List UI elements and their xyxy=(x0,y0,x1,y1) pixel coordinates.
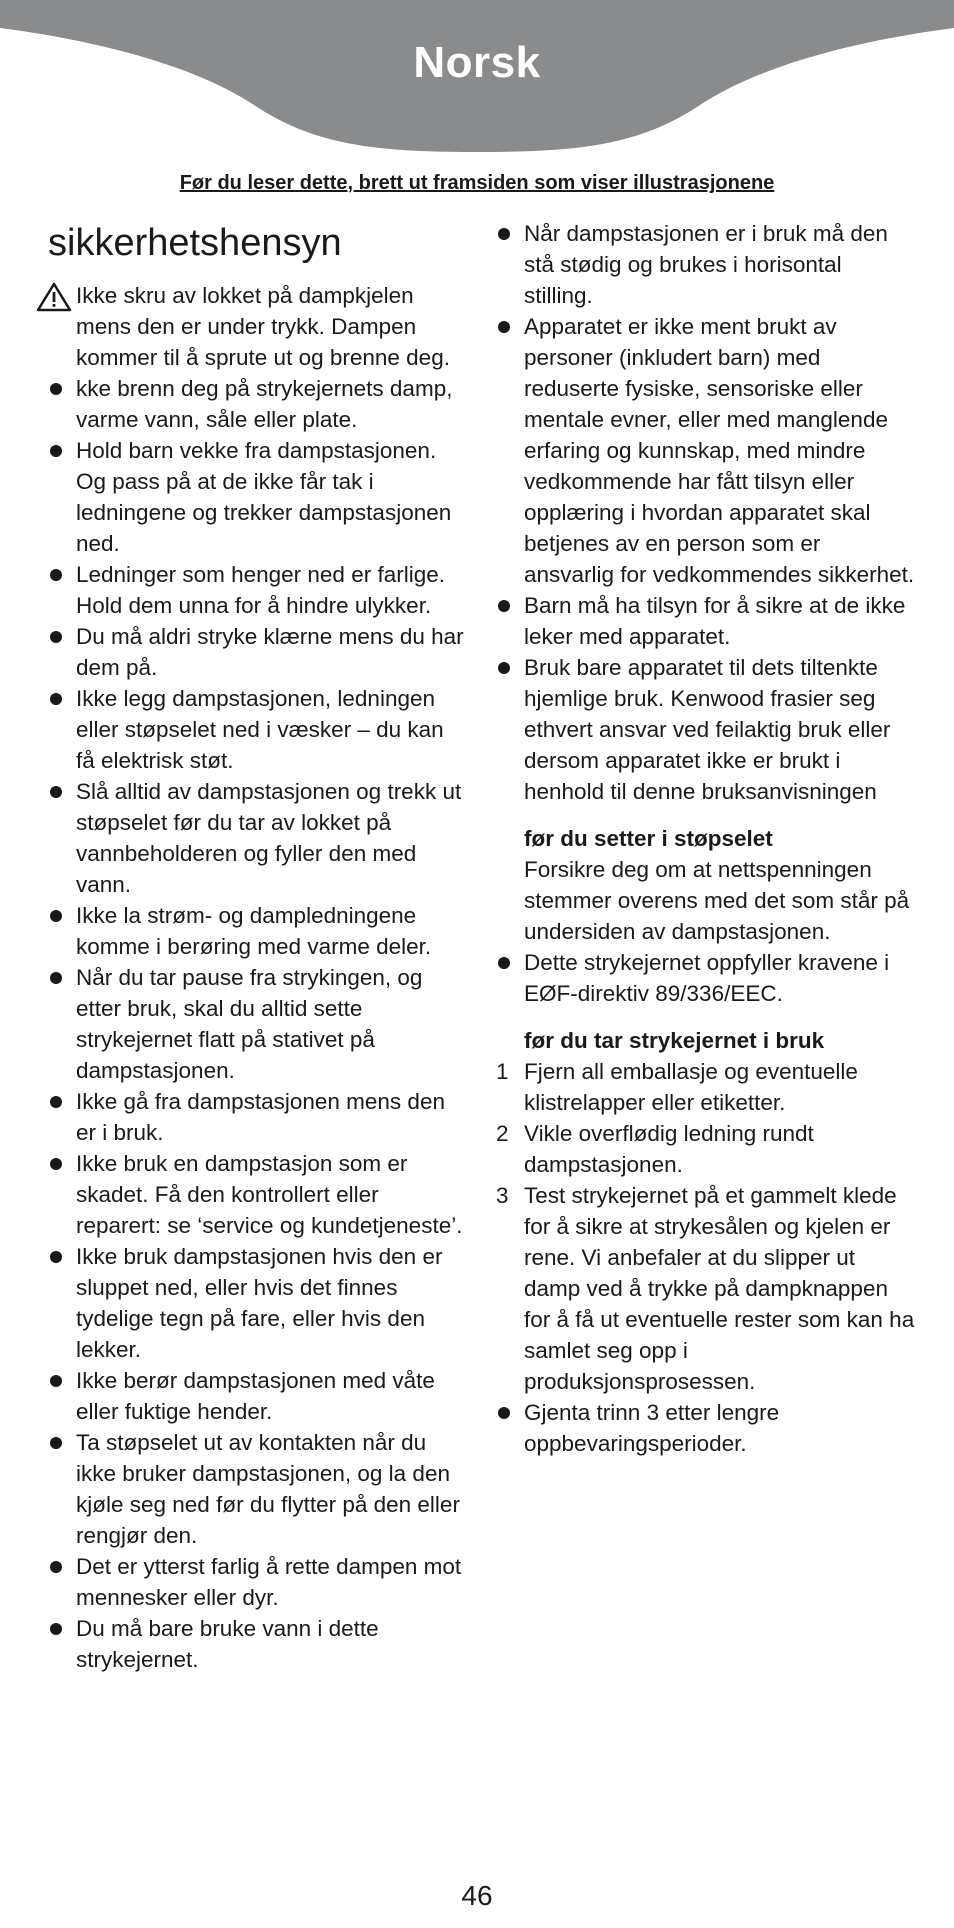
header-banner xyxy=(0,0,954,160)
final-text: Gjenta trinn 3 etter lengre oppbevaringsperioder. xyxy=(524,1400,780,1456)
list-item xyxy=(48,1427,468,1551)
bullet-icon xyxy=(498,600,510,612)
left-column xyxy=(48,212,468,1675)
left-bullet-list xyxy=(48,373,468,1675)
list-item-text: Apparatet er ikke ment brukt av personer (inkludert barn) med reduserte fysiske, sensoriske eller mentale evner, eller med manglende erfaring og kunnskap, med mindre vedkommende har fått tilsyn eller opplæring i hvordan apparatet skal betjenes av en person som er ansvarlig for vedkommendes sikkerhet. xyxy=(524,314,915,587)
bullet-icon xyxy=(50,383,62,395)
bullet-icon xyxy=(498,957,510,969)
list-item xyxy=(48,962,468,1086)
bullet-icon xyxy=(50,1158,62,1170)
list-item xyxy=(48,1551,468,1613)
step-text: Vikle overflødig ledning rundt dampstasjonen. xyxy=(524,1121,814,1177)
step-number: 2 xyxy=(496,1121,509,1146)
bullet-icon xyxy=(50,910,62,922)
step-text: Test strykejernet på et gammelt klede for å sikre at strykesålen og kjelen er rene. Vi anbefaler at du slipper ut damp ved å trykke på dampknappen for å få ut eventuelle rester som kan ha samlet seg opp i produksjonsprosessen. xyxy=(524,1183,915,1394)
list-item-text: Når du tar pause fra strykingen, og etter bruk, skal du alltid sette strykejernet flatt på stativet på dampstasjonen. xyxy=(76,965,423,1083)
bullet-icon xyxy=(50,693,62,705)
list-item xyxy=(48,559,468,621)
plug-text: Forsikre deg om at nettspenningen stemmer overens med det som står på undersiden av dampstasjonen. xyxy=(524,857,910,944)
warning-text: Ikke skru av lokket på dampkjelen mens den er under trykk. Dampen kommer til å sprute ut og brenne deg. xyxy=(76,283,450,370)
list-item-text: Du må aldri stryke klærne mens du har dem på. xyxy=(76,624,464,680)
list-item-text: Ikke gå fra dampstasjonen mens den er i bruk. xyxy=(76,1089,445,1145)
bullet-icon xyxy=(50,1561,62,1573)
list-item-text: Ikke legg dampstasjonen, ledningen eller støpselet ned i væsker – du kan få elektrisk støt. xyxy=(76,686,444,773)
list-item-text: Ikke bruk en dampstasjon som er skadet. Få den kontrollert eller reparert: se ‘service og kundetjeneste’. xyxy=(76,1151,463,1238)
bullet-icon xyxy=(50,569,62,581)
list-item-text: Barn må ha tilsyn for å sikre at de ikke leker med apparatet. xyxy=(524,593,906,649)
list-item-text: kke brenn deg på strykejernets damp, varme vann, såle eller plate. xyxy=(76,376,453,432)
list-item xyxy=(48,1365,468,1427)
right-column xyxy=(496,218,916,1459)
list-item-text: Slå alltid av dampstasjonen og trekk ut støpselet før du tar av lokket på vannbeholderen og fyller den med vann. xyxy=(76,779,462,897)
foldout-notice: Før du leser dette, brett ut framsiden som viser illustrasjonene xyxy=(179,172,775,194)
bullet-icon xyxy=(498,228,510,240)
numbered-step xyxy=(496,1180,916,1397)
bullet-icon xyxy=(50,786,62,798)
list-item xyxy=(496,311,916,590)
list-item-text: Ikke berør dampstasjonen med våte eller fuktige hender. xyxy=(76,1368,435,1424)
bullet-icon xyxy=(498,1407,510,1419)
list-item-text: Ta støpselet ut av kontakten når du ikke bruker dampstasjonen, og la den kjøle seg ned før du flytter på den eller rengjør den. xyxy=(76,1430,460,1548)
section-title: sikkerhetshensyn xyxy=(48,222,342,264)
list-item-text: Bruk bare apparatet til dets tiltenkte hjemlige bruk. Kenwood frasier seg ethvert ansvar ved feilaktig bruk eller dersom apparatet ikke er brukt i henhold til denne bruksanvisningen xyxy=(524,655,891,804)
step-text: Fjern all emballasje og eventuelle klistrelapper eller etiketter. xyxy=(524,1059,858,1115)
list-item xyxy=(48,435,468,559)
list-item xyxy=(496,652,916,807)
list-item xyxy=(496,218,916,311)
bullet-icon xyxy=(50,1251,62,1263)
page-title: Norsk xyxy=(413,38,541,87)
list-item xyxy=(496,590,916,652)
bullet-icon xyxy=(50,1437,62,1449)
list-item xyxy=(48,1241,468,1365)
list-item xyxy=(48,373,468,435)
list-item xyxy=(48,621,468,683)
bullet-icon xyxy=(50,1623,62,1635)
list-item xyxy=(48,1086,468,1148)
plug-heading: før du setter i støpselet xyxy=(524,826,773,851)
list-item xyxy=(48,776,468,900)
list-item xyxy=(48,1148,468,1241)
first-use-heading: før du tar strykejernet i bruk xyxy=(524,1028,825,1053)
directive-item xyxy=(496,947,916,1009)
list-item xyxy=(48,900,468,962)
bullet-icon xyxy=(498,662,510,674)
directive-text: Dette strykejernet oppfyller kravene i EØF-direktiv 89/336/EEC. xyxy=(524,950,890,1006)
bullet-icon xyxy=(50,1096,62,1108)
bullet-icon xyxy=(50,445,62,457)
list-item-text: Ikke bruk dampstasjonen hvis den er sluppet ned, eller hvis det finnes tydelige tegn på fare, eller hvis den lekker. xyxy=(76,1244,443,1362)
numbered-step xyxy=(496,1056,916,1118)
warning-item xyxy=(48,280,468,373)
list-item-text: Du må bare bruke vann i dette strykejernet. xyxy=(76,1616,379,1672)
list-item xyxy=(48,1613,468,1675)
final-item xyxy=(496,1397,916,1459)
step-number: 3 xyxy=(496,1183,509,1208)
right-bullet-list xyxy=(496,218,916,807)
bullet-icon xyxy=(50,631,62,643)
step-number: 1 xyxy=(496,1059,509,1084)
bullet-icon xyxy=(50,1375,62,1387)
list-item-text: Hold barn vekke fra dampstasjonen. Og pass på at de ikke får tak i ledningene og trekker dampstasjonen ned. xyxy=(76,438,452,556)
list-item-text: Ledninger som henger ned er farlige. Hold dem unna for å hindre ulykker. xyxy=(76,562,445,618)
page-number: 46 xyxy=(461,1880,493,1911)
bullet-icon xyxy=(498,321,510,333)
warning-triangle-icon xyxy=(36,282,72,312)
list-item xyxy=(48,683,468,776)
bullet-icon xyxy=(50,972,62,984)
list-item-text: Når dampstasjonen er i bruk må den stå stødig og brukes i horisontal stilling. xyxy=(524,221,888,308)
numbered-step xyxy=(496,1118,916,1180)
list-item-text: Det er ytterst farlig å rette dampen mot mennesker eller dyr. xyxy=(76,1554,462,1610)
list-item-text: Ikke la strøm- og dampledningene komme i berøring med varme deler. xyxy=(76,903,432,959)
steps-list xyxy=(496,1056,916,1397)
